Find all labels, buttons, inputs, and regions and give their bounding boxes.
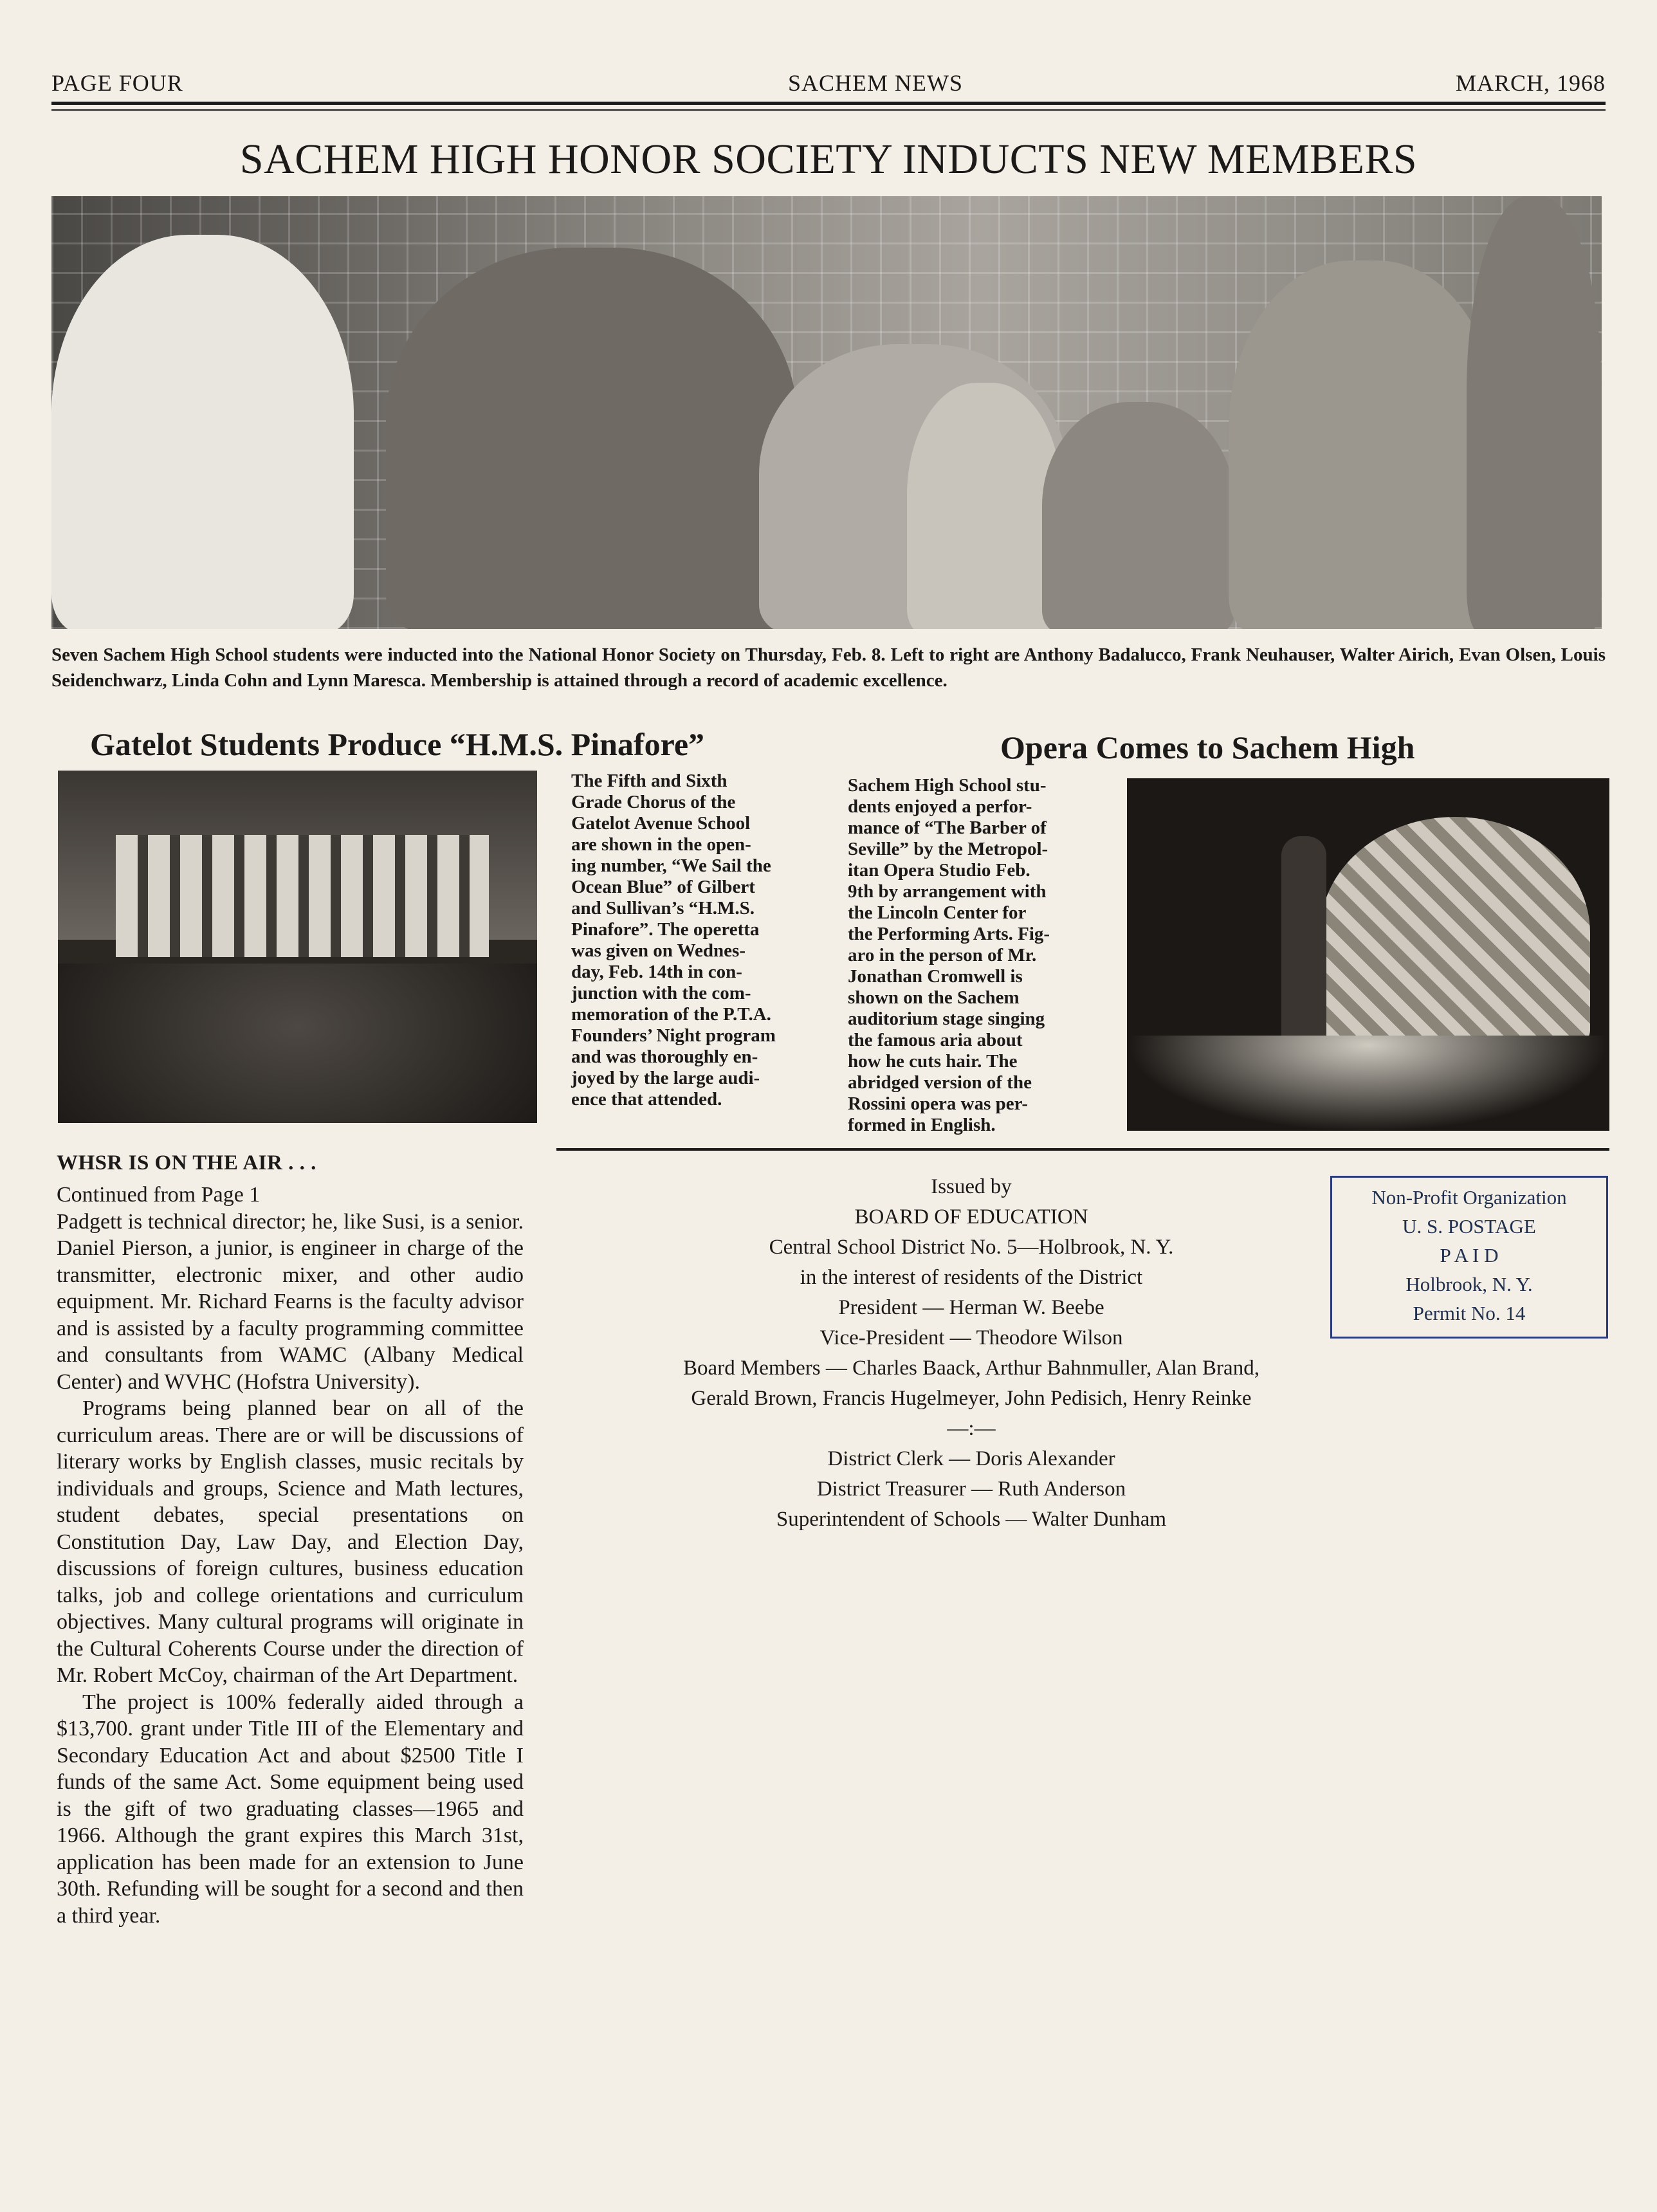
pinafore-article: [571, 771, 818, 1110]
pinafore-headline: Gatelot Students Produce “H.M.S. Pinafore”: [90, 726, 705, 762]
article-line: how he cuts hair. The: [848, 1051, 1018, 1072]
article-line: abridged version of the: [848, 1072, 1032, 1093]
article-line: Seville” by the Metropol-: [848, 839, 1048, 859]
article-line: itan Opera Studio Feb.: [848, 860, 1030, 881]
article-line: Sachem High School stu-: [848, 775, 1047, 796]
article-line: Pinafore”. The operetta: [571, 919, 760, 940]
article-line: 9th by arrangement with: [848, 881, 1047, 902]
opera-headline: Opera Comes to Sachem High: [1000, 729, 1415, 765]
article-line: Jonathan Cromwell is: [848, 966, 1023, 987]
article-line: junction with the com-: [571, 983, 751, 1003]
article-line: memoration of the P.T.A.: [571, 1004, 771, 1025]
article-line: mance of “The Barber of: [848, 818, 1047, 838]
whsr-headline: WHSR IS ON THE AIR . . .: [57, 1151, 316, 1175]
board-line: Gerald Brown, Francis Hugelmeyer, John Pedisich, Henry Reinke: [691, 1387, 1252, 1410]
article-line: formed in English.: [848, 1115, 996, 1135]
article-line: Grade Chorus of the: [571, 792, 736, 812]
pinafore-photo: [58, 771, 537, 1123]
postage-indicia: [1330, 1176, 1608, 1339]
board-line: Central School District No. 5—Holbrook, N. Y.: [769, 1236, 1174, 1259]
article-line: are shown in the open-: [571, 834, 751, 855]
board-line: BOARD OF EDUCATION: [854, 1205, 1088, 1229]
postage-line: Permit No. 14: [1413, 1302, 1526, 1324]
article-line: Ocean Blue” of Gilbert: [571, 877, 755, 897]
article-line: The Fifth and Sixth: [571, 771, 728, 791]
article-line: joyed by the large audi-: [571, 1068, 760, 1088]
lead-caption: Seven Sachem High School students were inducted into the National Honor Society on Thursday, Feb. 8. Left to right are Anthony Badalucco, Frank Neuhauser, Walter Airich, Evan Olsen, Louis Seidenchwarz, Linda Cohn and Lynn Maresca. Membership is attained through a record of academic excellence.: [51, 644, 1606, 691]
article-paragraph: Padgett is technical director; he, like Susi, is a senior. Daniel Pierson, a junior, is engineer in charge of the transmitter, electronic mixer, and other audio equipment. Mr. Richard Fearns is the faculty advisor and is assisted by a faculty programming committee and consultants from WAMC (Albany Medical Center) and WVHC (Hofstra University).: [57, 1209, 524, 1394]
article-line: the famous aria about: [848, 1030, 1023, 1050]
article-line: Gatelot Avenue School: [571, 813, 751, 834]
lead-headline: SACHEM HIGH HONOR SOCIETY INDUCTS NEW MEMBERS: [239, 136, 1418, 183]
board-divider: —:—: [947, 1417, 996, 1440]
whsr-article: [57, 1182, 524, 1929]
page-number: PAGE FOUR: [51, 70, 183, 96]
board-line: in the interest of residents of the District: [800, 1266, 1143, 1289]
board-line: District Clerk — Doris Alexander: [827, 1447, 1115, 1470]
paper-name: SACHEM NEWS: [788, 70, 964, 96]
article-line: the Lincoln Center for: [848, 902, 1027, 923]
board-line: Board Members — Charles Baack, Arthur Bahnmuller, Alan Brand,: [683, 1357, 1259, 1380]
board-of-education-block: [556, 1172, 1386, 1535]
article-line: Rossini opera was per-: [848, 1093, 1029, 1114]
article-line: and was thoroughly en-: [571, 1047, 758, 1067]
board-line: President — Herman W. Beebe: [838, 1296, 1104, 1319]
opera-photo: [1127, 778, 1609, 1131]
masthead-rule: [51, 102, 1606, 105]
article-line: dents enjoyed a perfor-: [848, 796, 1032, 817]
article-line: the Performing Arts. Fig-: [848, 924, 1050, 944]
postage-line: Non-Profit Organization: [1371, 1186, 1567, 1209]
board-line: Vice-President — Theodore Wilson: [819, 1326, 1123, 1349]
board-line: District Treasurer — Ruth Anderson: [816, 1477, 1126, 1501]
article-line: and Sullivan’s “H.M.S.: [571, 898, 755, 919]
honor-society-photo: [51, 196, 1602, 629]
issue-date: MARCH, 1968: [1455, 70, 1606, 96]
postage-line: U. S. POSTAGE: [1402, 1215, 1536, 1238]
opera-article: [848, 775, 1095, 1136]
article-line: Founders’ Night program: [571, 1025, 776, 1046]
board-line: Superintendent of Schools — Walter Dunham: [776, 1508, 1167, 1531]
continued-line: Continued from Page 1: [57, 1183, 261, 1207]
article-line: was given on Wednes-: [571, 940, 746, 961]
article-line: aro in the person of Mr.: [848, 945, 1037, 965]
postage-line: Holbrook, N. Y.: [1405, 1273, 1533, 1295]
article-line: auditorium stage singing: [848, 1009, 1045, 1029]
masthead: [51, 64, 1606, 103]
article-line: day, Feb. 14th in con-: [571, 962, 742, 982]
masthead-rule-thin: [51, 109, 1606, 111]
section-rule: [556, 1148, 1609, 1151]
article-line: ing number, “We Sail the: [571, 855, 771, 876]
board-line: Issued by: [931, 1175, 1012, 1198]
article-line: shown on the Sachem: [848, 987, 1020, 1008]
article-line: ence that attended.: [571, 1089, 722, 1110]
postage-line: P A I D: [1440, 1244, 1499, 1266]
article-paragraph: Programs being planned bear on all of the curriculum areas. There are or will be discussions of literary works by English classes, music recitals by individuals and groups, Science and Math lectures, student debates, special presentations on Constitution Day, Law Day, and Election Day, discussions of foreign cultures, business education talks, job and college orientations and curriculum objectives. Many cultural programs will originate in the Cultural Coherents Course under the direction of Mr. Robert McCoy, chairman of the Art Department.: [57, 1396, 524, 1687]
article-paragraph: The project is 100% federally aided through a $13,700. grant under Title III of the Elementary and Secondary Education Act and about $2500 Title I funds of the same Act. Some equipment being used is the gift of two graduating classes—1965 and 1966. Although the grant expires this March 31st, application has been made for an extension to June 30th. Refunding will be sought for a second and then a third year.: [57, 1690, 524, 1928]
